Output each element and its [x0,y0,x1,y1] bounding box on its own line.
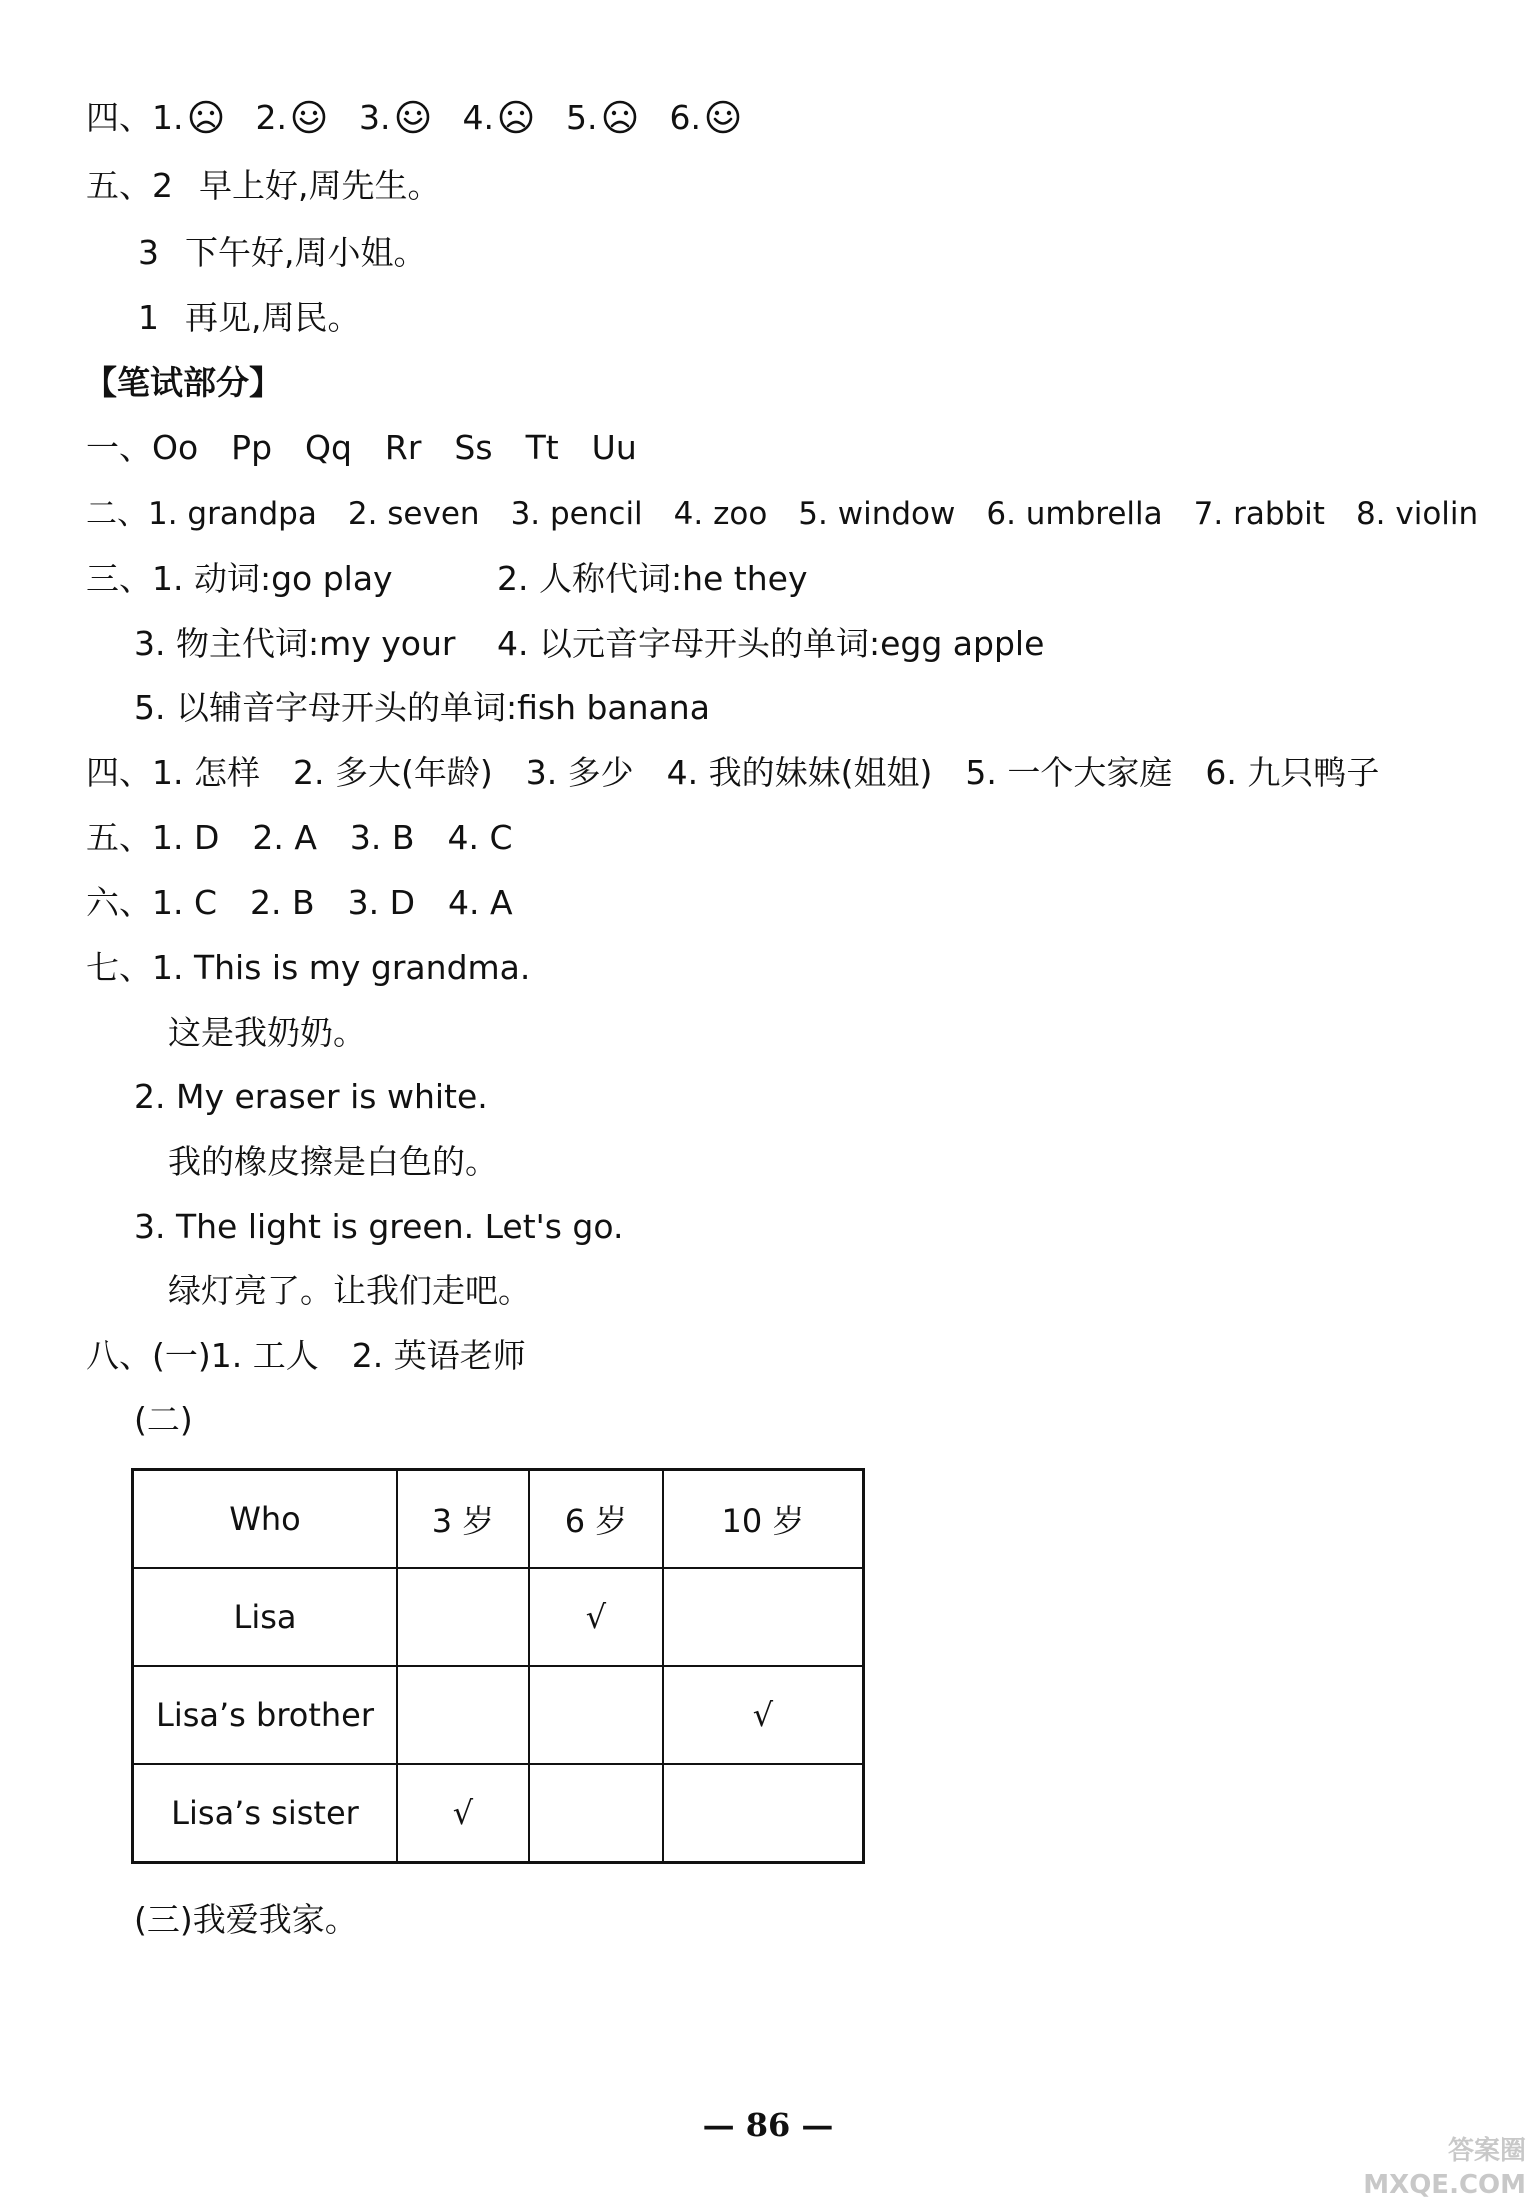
face-item-number: 5. [566,98,598,137]
q5-num: 2 [152,166,173,205]
answer-q6: 六、1. C 2. B 3. D 4. A [86,883,513,922]
age-answer-table [131,1468,865,1864]
listening-q5-row-1 [86,166,441,206]
header-cell-who: Who [133,1470,398,1569]
table-header-row [133,1470,864,1569]
q5-text: 下午好,周小姐。 [185,233,427,272]
answer-q7-s2-zh: 我的橡皮擦是白色的。 [168,1142,498,1181]
face-item [256,98,330,137]
watermark-line-1: 答案圈 [1447,2136,1526,2166]
who-cell: Lisa’s sister [133,1764,398,1863]
table-row [133,1568,864,1666]
answer-q8-part1: 八、(一)1. 工人 2. 英语老师 [86,1336,526,1375]
answer-q3-c: 3. 物主代词:my your [134,624,456,663]
answer-q7-s3-en: 3. The light is green. Let's go. [134,1207,624,1246]
q4-prefix: 四、 [86,98,152,137]
listening-q5-row-3 [138,298,361,338]
frowning-face-icon [498,99,534,135]
smiling-face-icon [291,99,327,135]
q5-text: 再见,周民。 [185,298,361,337]
faces-group [152,98,773,137]
face-item [670,98,744,137]
answer-q1: 一、Oo Pp Qq Rr Ss Tt Uu [86,428,637,467]
listening-q5-row-2 [138,233,427,273]
answer-q3-e: 5. 以辅音字母开头的单词:fish banana [134,688,710,727]
answer-q7-s1-zh: 这是我奶奶。 [168,1013,366,1052]
watermark-logo [1363,2134,1526,2202]
q5-num: 1 [138,298,159,337]
answer-q7-s3-zh: 绿灯亮了。让我们走吧。 [168,1271,531,1310]
answer-q5: 五、1. D 2. A 3. B 4. C [86,818,513,857]
header-cell-age-6: 6 岁 [529,1470,663,1569]
check-cell [397,1568,529,1666]
header-cell-age-10: 10 岁 [663,1470,864,1569]
check-cell [529,1666,663,1764]
listening-q4-row [86,98,773,138]
smiling-face-icon [705,99,741,135]
check-cell: √ [663,1666,864,1764]
answer-q8-part3: (三)我爱我家。 [134,1900,358,1939]
face-item [463,98,537,137]
face-item [359,98,433,137]
written-section-header: 【笔试部分】 [84,363,282,402]
check-cell [663,1568,864,1666]
answer-q3-b: 2. 人称代词:he they [497,559,808,598]
smiling-face-icon [395,99,431,135]
q5-prefix: 五、 [86,166,152,205]
face-item [152,98,226,137]
answer-q8-part2-label: (二) [134,1400,193,1439]
page-number: — 86 — [702,2106,834,2144]
check-cell [397,1666,529,1764]
face-item-number: 3. [359,98,391,137]
face-item-number: 4. [462,98,494,137]
face-item-number: 2. [255,98,287,137]
face-item-number: 1. [152,98,184,137]
check-cell: √ [397,1764,529,1863]
frowning-face-icon [602,99,638,135]
check-cell [529,1764,663,1863]
frowning-face-icon [188,99,224,135]
check-cell [663,1764,864,1863]
answer-q3-a: 三、1. 动词:go play [86,559,393,598]
table-row [133,1764,864,1863]
check-cell: √ [529,1568,663,1666]
table-row [133,1666,864,1764]
who-cell: Lisa’s brother [133,1666,398,1764]
face-item-number: 6. [669,98,701,137]
q5-num: 3 [138,233,159,272]
q5-text: 早上好,周先生。 [199,166,441,205]
answer-q2: 二、1. grandpa 2. seven 3. pencil 4. zoo 5. window 6. umbrella 7. rabbit 8. violin [86,496,1479,532]
face-item [566,98,640,137]
header-cell-age-3: 3 岁 [397,1470,529,1569]
answer-q4: 四、1. 怎样 2. 多大(年龄) 3. 多少 4. 我的妹妹(姐姐) 5. 一个大家庭 6. 九只鸭子 [86,753,1380,792]
who-cell: Lisa [133,1568,398,1666]
answer-q7-s1-en: 七、1. This is my grandma. [86,948,531,987]
answer-q7-s2-en: 2. My eraser is white. [134,1077,488,1116]
watermark-line-2: MXQE.COM [1363,2170,1526,2200]
answer-q3-d: 4. 以元音字母开头的单词:egg apple [497,624,1045,663]
